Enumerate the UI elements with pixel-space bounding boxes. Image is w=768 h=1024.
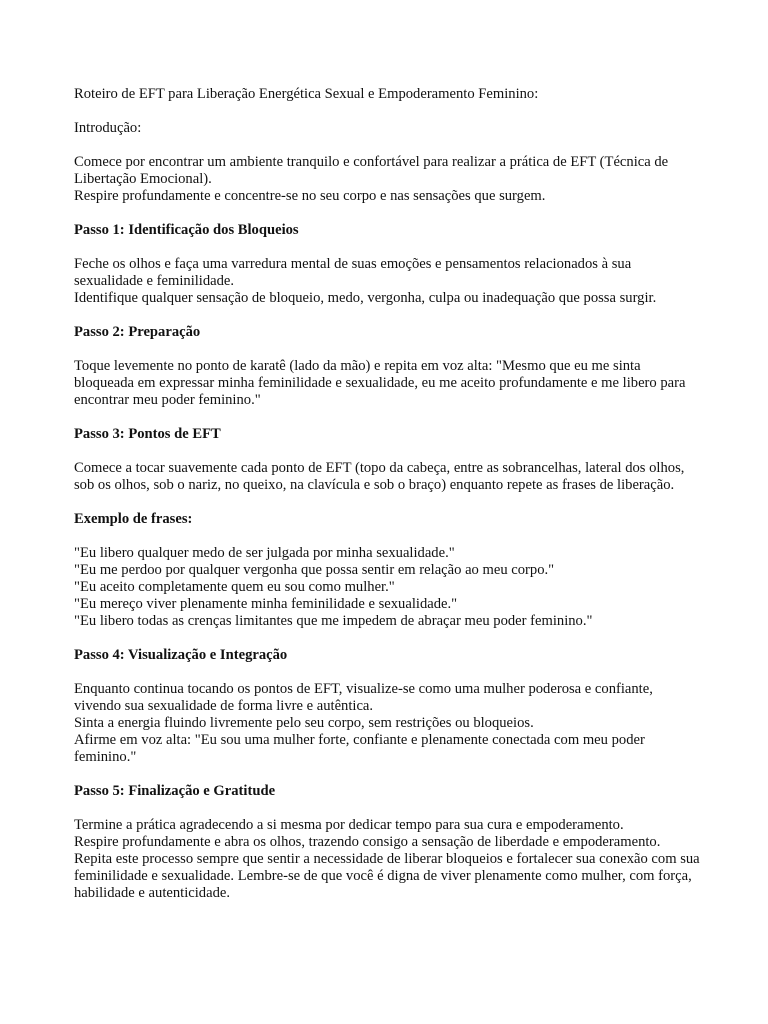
example-phrase: "Eu libero qualquer medo de ser julgada por minha sexualidade." [74, 545, 455, 561]
example-phrase: "Eu mereço viver plenamente minha feminilidade e sexualidade." [74, 596, 458, 612]
examples-heading: Exemplo de frases: [74, 511, 193, 527]
document-title: Roteiro de EFT para Liberação Energética Sexual e Empoderamento Feminino: [74, 86, 539, 102]
document-page [74, 86, 702, 902]
step4-heading: Passo 4: Visualização e Integração [74, 647, 288, 663]
example-phrase: "Eu libero todas as crenças limitantes que me impedem de abraçar meu poder feminino." [74, 613, 593, 629]
step5-line: Termine a prática agradecendo a si mesma por dedicar tempo para sua cura e empoderamento. [74, 817, 624, 833]
step1-paragraph [74, 256, 702, 307]
step3-paragraph [74, 460, 702, 494]
step2-paragraph [74, 358, 702, 409]
intro-line: Respire profundamente e concentre-se no seu corpo e nas sensações que surgem. [74, 188, 546, 204]
intro-line: Comece por encontrar um ambiente tranquilo e confortável para realizar a prática de EFT (Técnica de Libertação Emocional). [74, 154, 669, 187]
intro-paragraph [74, 154, 702, 205]
step1-line: Identifique qualquer sensação de bloqueio, medo, vergonha, culpa ou inadequação que possa surgir. [74, 290, 657, 306]
step3-line: Comece a tocar suavemente cada ponto de EFT (topo da cabeça, entre as sobrancelhas, lateral dos olhos, sob os olhos, sob o nariz, no queixo, na clavícula e sob o braço) enquanto repete as frases de liberação. [74, 460, 685, 493]
step5-line: Respire profundamente e abra os olhos, trazendo consigo a sensação de liberdade e empoderamento. [74, 834, 661, 850]
intro-heading: Introdução: [74, 120, 142, 136]
step5-line: Repita este processo sempre que sentir a necessidade de liberar bloqueios e fortalecer sua conexão com sua feminilidade e sexualidade. Lembre-se de que você é digna de viver plenamente como mulher, com força, habilidade e autenticidade. [74, 851, 700, 901]
step1-heading: Passo 1: Identificação dos Bloqueios [74, 222, 299, 238]
step4-line: Enquanto continua tocando os pontos de EFT, visualize-se como uma mulher poderosa e confiante, vivendo sua sexualidade de forma livre e autêntica. [74, 681, 653, 714]
step4-line: Afirme em voz alta: "Eu sou uma mulher forte, confiante e plenamente conectada com meu poder feminino." [74, 732, 645, 765]
step2-heading: Passo 2: Preparação [74, 324, 201, 340]
step3-heading: Passo 3: Pontos de EFT [74, 426, 221, 442]
example-phrase: "Eu aceito completamente quem eu sou como mulher." [74, 579, 395, 595]
examples-list [74, 545, 702, 630]
step4-paragraph [74, 681, 702, 766]
step4-line: Sinta a energia fluindo livremente pelo seu corpo, sem restrições ou bloqueios. [74, 715, 534, 731]
step5-paragraph [74, 817, 702, 902]
step5-heading: Passo 5: Finalização e Gratitude [74, 783, 276, 799]
example-phrase: "Eu me perdoo por qualquer vergonha que possa sentir em relação ao meu corpo." [74, 562, 555, 578]
step1-line: Feche os olhos e faça uma varredura mental de suas emoções e pensamentos relacionados à sua sexualidade e feminilidade. [74, 256, 632, 289]
step2-line: Toque levemente no ponto de karatê (lado da mão) e repita em voz alta: "Mesmo que eu me sinta bloqueada em expressar minha feminilidade e sexualidade, eu me aceito profundamente e me libero para encontrar meu poder feminino." [74, 358, 686, 408]
